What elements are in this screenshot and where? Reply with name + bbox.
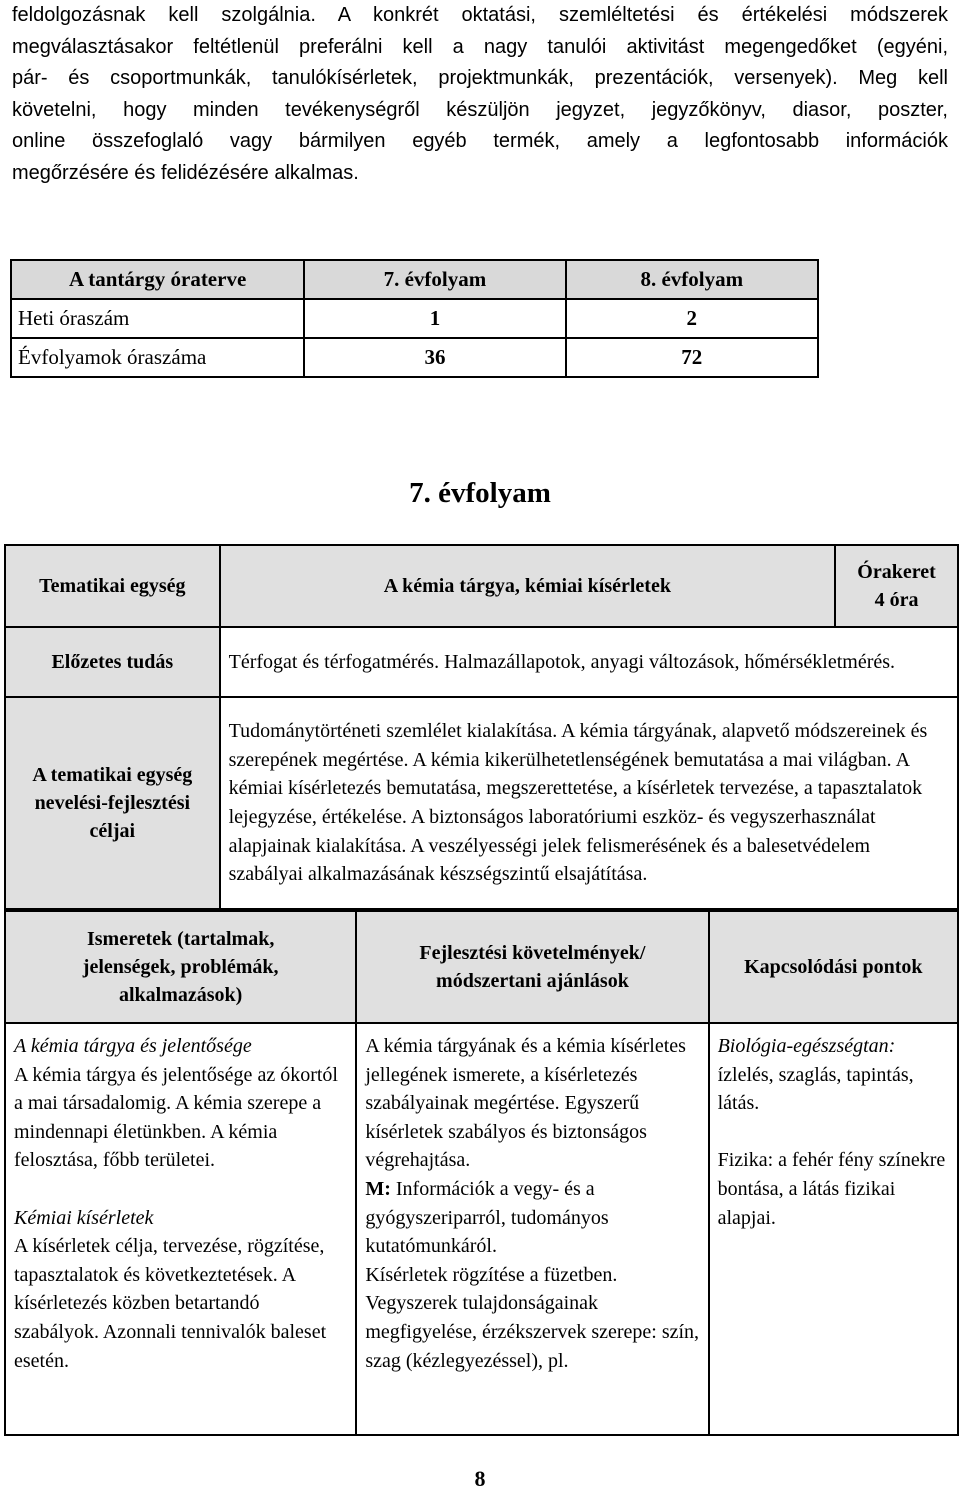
time-frame: [835, 545, 958, 627]
connections-text: ízlelés, szaglás, tapintás, látás.: [717, 1063, 914, 1115]
intro-line: pár- és csoportmunkák, tanulókísérletek, projektmunkák, prezentációk, versenyek). Meg kell: [12, 67, 948, 89]
time-frame-value: 4 óra: [874, 589, 919, 611]
plan-header-grade8: 8. évfolyam: [566, 260, 818, 299]
topic-table: [4, 544, 959, 910]
requirements-text: A kémia tárgyának és a kémia kísérletes jellegének ismerete, a kísérletezés szabályainak megértése. Egyszerű kísérletek szabályos és biztonságos végrehajtása.: [365, 1035, 686, 1172]
plan-header-subject: A tantárgy óraterve: [11, 260, 304, 299]
grade-heading: 7. évfolyam: [409, 477, 551, 509]
knowledge-subtitle: A kémia tárgya és jelentősége: [14, 1035, 252, 1057]
intro-line: követelni, hogy minden tevékenységről készüljön jegyzet, jegyzőkönyv, diasor, poszter,: [12, 98, 948, 121]
prior-knowledge-text: Térfogat és térfogatmérés. Halmazállapotok, anyagi változások, hőmérsékletmérés.: [220, 627, 958, 697]
goals-label: A tematikai egység nevelési-fejlesztési céljai: [5, 697, 220, 909]
plan-cell-grade8: 72: [566, 338, 818, 377]
requirements-method-text: Információk a vegy- és a gyógyszeriparról, tudományos kutatómunkáról.: [365, 1177, 609, 1258]
table-row: [11, 338, 818, 377]
requirements-cell: [356, 1023, 708, 1435]
requirements-text: [365, 1175, 699, 1261]
page-number: 8: [474, 1466, 486, 1491]
content-columns-table: [4, 910, 959, 1436]
plan-header-grade7: 7. évfolyam: [304, 260, 565, 299]
time-frame-label: Órakeret: [857, 561, 936, 583]
knowledge-cell: [5, 1023, 356, 1435]
plan-cell-grade7: 36: [304, 338, 565, 377]
knowledge-text: A kísérletek célja, tervezése, rögzítése, tapasztalatok és következtetések. A kísérletezés közben betartandó szabályok. Azonnali tennivalók baleset esetén.: [14, 1235, 327, 1372]
unit-title: A kémia tárgya, kémiai kísérletek: [220, 545, 835, 627]
intro-paragraph: [12, 0, 948, 189]
plan-cell-grade7: 1: [304, 299, 565, 338]
intro-line: online összefoglaló vagy bármilyen egyéb termék, amely a legfontosabb információk: [12, 130, 948, 152]
table-row: [11, 299, 818, 338]
intro-line: megőrzésére és felidézésére alkalmas.: [12, 161, 359, 184]
knowledge-text: A kémia tárgya és jelentősége az ókortól a mai társadalomig. A kémia szerepe a mindennapi életünkben. A kémia felosztása, főbb területei.: [14, 1063, 338, 1172]
plan-row-label: Heti óraszám: [11, 299, 304, 338]
connections-text: Fizika: a fehér fény színekre bontása, a látás fizikai alapjai.: [717, 1149, 946, 1229]
knowledge-subtitle: Kémiai kísérletek: [14, 1206, 154, 1229]
unit-label: Tematikai egység: [5, 545, 220, 627]
requirements-header: Fejlesztési követelmények/ módszertani ajánlások: [356, 911, 708, 1023]
plan-row-label: Évfolyamok óraszáma: [11, 338, 304, 377]
table-header-row: [11, 260, 818, 299]
knowledge-header: Ismeretek (tartalmak, jelenségek, problémák, alkalmazások): [5, 911, 356, 1023]
connections-cell: [709, 1023, 958, 1435]
intro-line: megválasztásakor feltétlenül preferálni kell a nagy tanulói aktivitást megengedőket (egyéni,: [12, 35, 948, 58]
table-row: [5, 1023, 958, 1435]
method-marker: M:: [365, 1177, 391, 1200]
lesson-plan-table: [10, 259, 819, 378]
requirements-text: Kísérletek rögzítése a füzetben. Vegyszerek tulajdonságainak megfigyelése, érzékszervek szerepe: szín, szag (kézlegyezéssel), pl.: [365, 1263, 700, 1372]
goals-text: Tudománytörténeti szemlélet kialakítása. A kémia tárgyának, alapvető módszereinek és szerepének megértése. A kémia kikerülhetetlenségének bemutatása a mai világban. A kémiai kísérletezés bemutatása, megszerettetése, a kísérletek tervezése, a tapasztalatok lejegyzése, értékelése. A biztonságos laboratóriumi eszköz- és vegyszerhasználat alapjainak kialakítása. A veszélyességi jelek felismerésének és a balesetvédelem szabályai alkalmazásának készségszintű elsajátítása.: [220, 697, 958, 909]
plan-cell-grade8: 2: [566, 299, 818, 338]
table-header-row: [5, 911, 958, 1023]
intro-line: feldolgozásnak kell szolgálnia. A konkrét oktatási, szemléltetési és értékelési módszerek: [12, 4, 948, 26]
connections-subject: Biológia-egészségtan:: [717, 1035, 896, 1057]
prior-knowledge-label: Előzetes tudás: [5, 627, 220, 697]
connections-header: Kapcsolódási pontok: [709, 911, 958, 1023]
